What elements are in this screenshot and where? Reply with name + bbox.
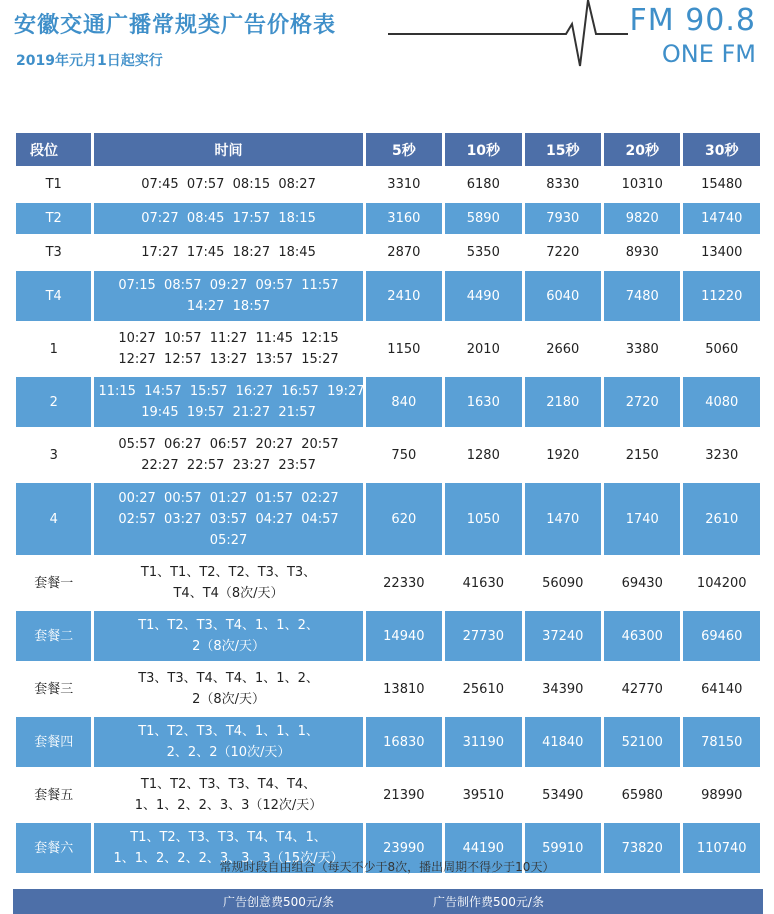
price-cell-p20: 42770 (604, 664, 680, 714)
time-cell (94, 770, 362, 820)
col-header-15s: 15秒 (525, 133, 601, 166)
slot-cell: 4 (16, 483, 91, 555)
time-cell (94, 430, 362, 480)
time-line: 07:45 07:57 08:15 08:27 (141, 177, 316, 192)
slot-cell: 套餐六 (16, 823, 91, 873)
table-row (16, 271, 760, 321)
fee-footer (13, 889, 763, 914)
table-row (16, 558, 760, 608)
page-title: 安徽交通广播常规类广告价格表 (14, 13, 337, 38)
price-cell-p10: 5890 (445, 203, 521, 234)
table-row (16, 237, 760, 268)
time-line: T1、T2、T3、T3、T4、T4、 (140, 777, 317, 792)
price-cell-p20: 73820 (604, 823, 680, 873)
price-cell-p10: 6180 (445, 169, 521, 200)
price-cell-p5: 13810 (366, 664, 442, 714)
price-cell-p20: 1740 (604, 483, 680, 555)
station-logo (630, 4, 756, 68)
price-cell-p15: 41840 (525, 717, 601, 767)
table-row (16, 483, 760, 555)
time-cell (94, 664, 362, 714)
time-line: T3、T3、T4、T4、1、1、2、 (138, 671, 319, 686)
price-cell-p15: 7930 (525, 203, 601, 234)
price-cell-p10: 27730 (445, 611, 521, 661)
price-cell-p5: 3310 (366, 169, 442, 200)
combination-note: 常规时段自由组合（每天不少于8次，播出周期不得少于10天） (219, 860, 555, 874)
table-row (16, 770, 760, 820)
price-cell-p15: 7220 (525, 237, 601, 268)
time-line: 02:57 03:27 03:57 04:27 04:57 (118, 511, 339, 527)
station-frequency: FM 90.8 (629, 3, 756, 38)
time-line: 17:27 17:45 18:27 18:45 (141, 245, 316, 260)
col-header-20s: 20秒 (604, 133, 680, 166)
price-cell-p15: 2180 (525, 377, 601, 427)
price-cell-p5: 750 (366, 430, 442, 480)
time-line: 2、2、2（10次/天） (166, 745, 291, 760)
slot-cell: T3 (16, 237, 91, 268)
price-cell-p20: 7480 (604, 271, 680, 321)
price-cell-p5: 3160 (366, 203, 442, 234)
price-cell-p30: 78150 (683, 717, 760, 767)
time-line: 11:15 14:57 15:57 16:27 16:57 19:27 (98, 384, 365, 399)
price-cell-p5: 2410 (366, 271, 442, 321)
price-table (13, 130, 763, 876)
time-line: T1、T2、T3、T4、1、1、2、 (138, 618, 319, 633)
col-header-10s: 10秒 (445, 133, 521, 166)
price-cell-p15: 8330 (525, 169, 601, 200)
price-cell-p20: 3380 (604, 324, 680, 374)
time-line: 10:27 10:57 11:27 11:45 12:15 (118, 331, 339, 346)
price-cell-p20: 46300 (604, 611, 680, 661)
price-cell-p15: 37240 (525, 611, 601, 661)
time-cell (94, 169, 362, 200)
time-cell (94, 611, 362, 661)
col-header-30s: 30秒 (683, 133, 760, 166)
price-cell-p15: 59910 (525, 823, 601, 873)
price-cell-p5: 23990 (366, 823, 442, 873)
time-cell (94, 377, 365, 427)
table-header-row (16, 133, 760, 166)
slot-cell: 3 (16, 430, 91, 480)
station-name: ONE FM (661, 40, 756, 68)
col-header-slot: 段位 (16, 133, 91, 166)
table-row (16, 203, 760, 234)
price-cell-p20: 10310 (604, 169, 680, 200)
time-line: T1、T2、T3、T3、T4、T4、1、 (130, 830, 327, 845)
time-line: 00:27 00:57 01:27 01:57 02:27 (118, 490, 339, 506)
time-cell (94, 271, 362, 321)
time-line: 07:15 08:57 09:27 09:57 11:57 (118, 278, 339, 293)
price-cell-p10: 41630 (445, 558, 521, 608)
table-row (16, 324, 760, 374)
time-line: T1、T1、T2、T2、T3、T3、 (140, 565, 317, 580)
price-cell-p10: 31190 (445, 717, 521, 767)
price-cell-p10: 1630 (445, 377, 521, 427)
slot-cell: T1 (16, 169, 91, 200)
time-line: T1、T2、T3、T4、1、1、1、 (138, 724, 319, 739)
price-cell-p10: 44190 (445, 823, 521, 873)
table-row (16, 611, 760, 661)
price-cell-p20: 2150 (604, 430, 680, 480)
price-cell-p20: 9820 (604, 203, 680, 234)
slot-cell: 套餐三 (16, 664, 91, 714)
price-cell-p30: 15480 (683, 169, 760, 200)
slot-cell: 1 (16, 324, 91, 374)
price-cell-p20: 8930 (604, 237, 680, 268)
time-line: 07:27 08:45 17:57 18:15 (141, 211, 316, 226)
time-cell (94, 324, 362, 374)
time-line: T4、T4（8次/天） (173, 586, 284, 601)
time-line: 14:27 18:57 (186, 299, 271, 314)
time-cell (94, 717, 362, 767)
time-line: 2（8次/天） (192, 639, 265, 654)
slot-cell: 套餐一 (16, 558, 91, 608)
time-cell (94, 237, 362, 268)
slot-cell: T2 (16, 203, 91, 234)
time-line: 1、1、2、2、3、3（12次/天） (134, 798, 323, 813)
price-cell-p5: 16830 (366, 717, 442, 767)
price-cell-p20: 2720 (604, 377, 680, 427)
production-fee: 广告制作费500元/条 (433, 895, 544, 909)
table-row (16, 377, 760, 427)
time-line: 19:45 19:57 21:27 21:57 (141, 405, 316, 420)
time-line: 1、1、2、2、2、3、3、3（15次/天） (113, 851, 344, 866)
price-cell-p30: 64140 (683, 664, 760, 714)
price-cell-p15: 34390 (525, 664, 601, 714)
price-cell-p30: 2610 (683, 483, 760, 555)
price-cell-p30: 4080 (683, 377, 760, 427)
col-header-5s: 5秒 (366, 133, 442, 166)
price-cell-p10: 25610 (445, 664, 521, 714)
price-cell-p30: 13400 (683, 237, 760, 268)
price-cell-p15: 1470 (525, 483, 601, 555)
effective-date: 2019年元月1日起实行 (16, 53, 163, 69)
table-row (16, 430, 760, 480)
price-cell-p5: 1150 (366, 324, 442, 374)
price-cell-p20: 52100 (604, 717, 680, 767)
table-row (16, 664, 760, 714)
price-cell-p15: 2660 (525, 324, 601, 374)
price-cell-p20: 69430 (604, 558, 680, 608)
price-cell-p5: 21390 (366, 770, 442, 820)
time-line: 05:57 06:27 06:57 20:27 20:57 (118, 437, 339, 452)
price-cell-p30: 110740 (683, 823, 760, 873)
slot-cell: 2 (16, 377, 91, 427)
price-cell-p10: 2010 (445, 324, 521, 374)
price-cell-p5: 14940 (366, 611, 442, 661)
slot-cell: 套餐四 (16, 717, 91, 767)
price-cell-p10: 1050 (445, 483, 521, 555)
price-cell-p5: 620 (366, 483, 442, 555)
heartbeat-icon (388, 0, 628, 70)
price-cell-p30: 3230 (683, 430, 760, 480)
price-cell-p10: 5350 (445, 237, 521, 268)
price-cell-p15: 1920 (525, 430, 601, 480)
time-cell (94, 558, 362, 608)
time-line: 22:27 22:57 23:27 23:57 (141, 458, 316, 473)
slot-cell: 套餐二 (16, 611, 91, 661)
table-row (16, 169, 760, 200)
table-row (16, 717, 760, 767)
price-cell-p30: 69460 (683, 611, 760, 661)
price-cell-p20: 65980 (604, 770, 680, 820)
slot-cell: T4 (16, 271, 91, 321)
price-cell-p30: 11220 (683, 271, 760, 321)
time-line: 05:27 (209, 532, 248, 548)
price-cell-p10: 1280 (445, 430, 521, 480)
price-cell-p30: 98990 (683, 770, 760, 820)
time-cell (94, 203, 362, 234)
time-line: 12:27 12:57 13:27 13:57 15:27 (118, 352, 339, 367)
price-cell-p15: 6040 (525, 271, 601, 321)
price-cell-p30: 104200 (683, 558, 760, 608)
price-cell-p5: 22330 (366, 558, 442, 608)
price-cell-p5: 2870 (366, 237, 442, 268)
price-cell-p15: 56090 (525, 558, 601, 608)
price-cell-p5: 840 (366, 377, 442, 427)
time-line: 2（8次/天） (192, 692, 265, 707)
price-cell-p10: 4490 (445, 271, 521, 321)
price-cell-p30: 14740 (683, 203, 760, 234)
slot-cell: 套餐五 (16, 770, 91, 820)
col-header-time: 时间 (94, 133, 362, 166)
price-cell-p15: 53490 (525, 770, 601, 820)
creative-fee: 广告创意费500元/条 (223, 895, 334, 909)
time-cell (94, 483, 362, 555)
price-cell-p30: 5060 (683, 324, 760, 374)
price-cell-p10: 39510 (445, 770, 521, 820)
